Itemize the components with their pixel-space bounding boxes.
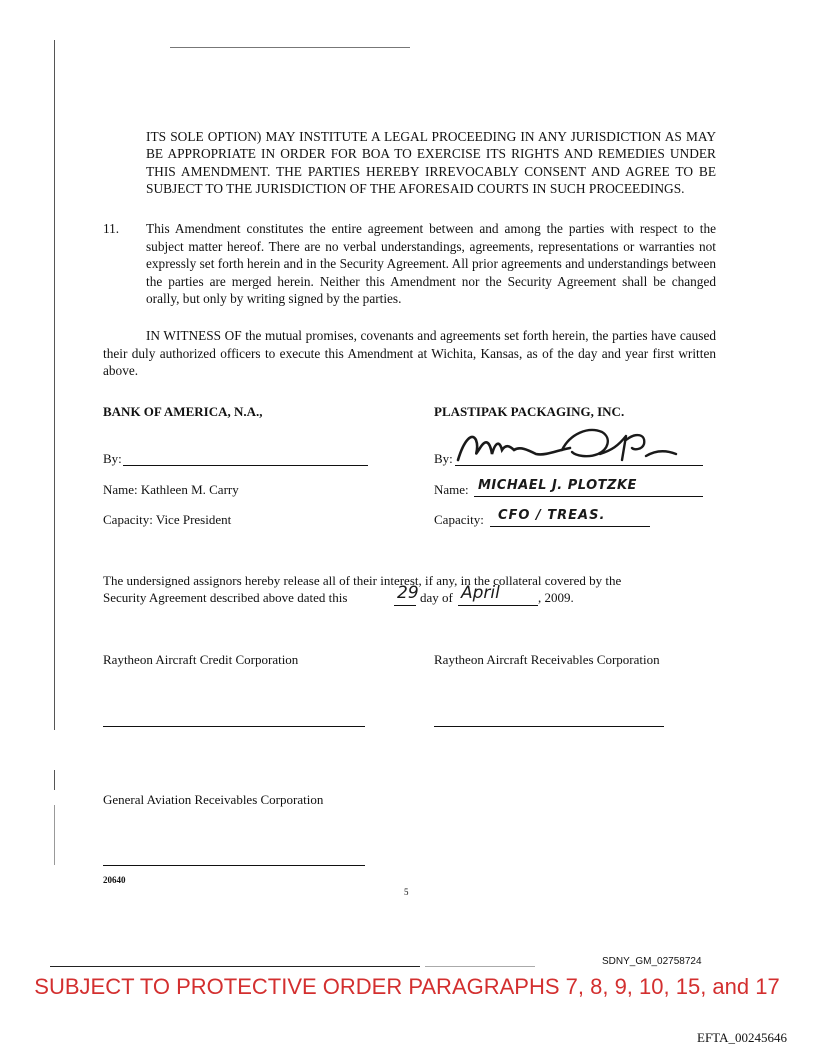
efta-number: EFTA_00245646 xyxy=(697,1030,787,1045)
right-capacity-handwritten: CFO / TREAS. xyxy=(498,508,606,523)
release-line-1: The undersigned assignors hereby release all of their interest, if any, in the collateral covered by the xyxy=(103,573,622,588)
protective-order-banner: SUBJECT TO PROTECTIVE ORDER PARAGRAPHS 7, 8, 9, 10, 15, and 17 xyxy=(34,974,780,999)
release-line-2-d: , 2009. xyxy=(538,590,574,605)
assignor-general-aviation: General Aviation Receivables Corporation xyxy=(103,792,324,807)
left-name: Name: Kathleen M. Carry xyxy=(103,482,239,497)
bottom-rule-faint xyxy=(425,966,535,967)
assignor-a-signature-line xyxy=(103,726,365,727)
scan-edge-line xyxy=(54,40,55,730)
left-party-name: BANK OF AMERICA, N.A., xyxy=(103,404,263,419)
bottom-rule xyxy=(50,966,420,967)
release-day-line xyxy=(394,605,416,606)
right-name-handwritten: MICHAEL J. PLOTZKE xyxy=(478,478,637,493)
scan-edge-line-lower xyxy=(54,770,55,790)
release-line-2-c: day of xyxy=(420,590,453,605)
witness-paragraph: IN WITNESS OF the mutual promises, covenants and agreements set forth herein, the parties have caused their duly authorized officers to execute this Amendment at Wichita, Kansas, as of the day and year first written above. xyxy=(103,328,716,379)
release-day-handwritten: 29 xyxy=(397,583,419,603)
release-month-handwritten: April xyxy=(461,583,500,603)
assignor-raytheon-credit: Raytheon Aircraft Credit Corporation xyxy=(103,652,299,667)
right-capacity-label: Capacity: xyxy=(434,512,484,527)
section-10-text: ITS SOLE OPTION) MAY INSTITUTE A LEGAL PROCEEDING IN ANY JURISDICTION AS MAY BE APPROPRIATE IN ORDER FOR BOA TO EXERCISE ITS RIGHTS AND REMEDIES UNDER THIS AMENDMENT. THE PARTIES HEREBY IRREVOCABLY CONSENT AND AGREE TO BE SUBJECT TO THE JURISDICTION OF THE AFORESAID COURTS IN SUCH PROCEEDINGS. xyxy=(146,129,716,197)
release-month-line xyxy=(458,605,538,606)
assignor-raytheon-receivables: Raytheon Aircraft Receivables Corporation xyxy=(434,652,660,667)
handwritten-signature xyxy=(450,420,700,468)
bates-number: SDNY_GM_02758724 xyxy=(602,956,702,967)
section-11-number: 11. xyxy=(103,221,120,236)
assignor-c-signature-line xyxy=(103,865,365,866)
section-11-text: This Amendment constitutes the entire agreement between and among the parties with respect to the subject matter hereof. There are no verbal understandings, agreements, representations or warranties not expressly set forth herein and in the Security Agreement. All prior agreements and understandings between the parties are merged herein. Neither this Amendment nor the Security Agreement shall be changed orally, but only by writing signed by the parties. xyxy=(146,221,716,307)
top-rule xyxy=(170,47,410,48)
left-capacity: Capacity: Vice President xyxy=(103,512,232,527)
right-name-label: Name: xyxy=(434,482,469,497)
assignor-b-signature-line xyxy=(434,726,664,727)
release-line-2-a: Security Agreement described above dated this xyxy=(103,590,348,605)
right-party-name: PLASTIPAK PACKAGING, INC. xyxy=(434,404,625,419)
left-by-label: By: xyxy=(103,451,122,466)
right-name-line xyxy=(474,496,703,497)
left-signature-line xyxy=(123,465,368,466)
right-capacity-line xyxy=(490,526,650,527)
doc-number: 20640 xyxy=(103,875,126,885)
page-number: 5 xyxy=(404,887,409,897)
scan-edge-line-lower-2 xyxy=(54,805,55,865)
right-by-label: By: xyxy=(434,451,453,466)
